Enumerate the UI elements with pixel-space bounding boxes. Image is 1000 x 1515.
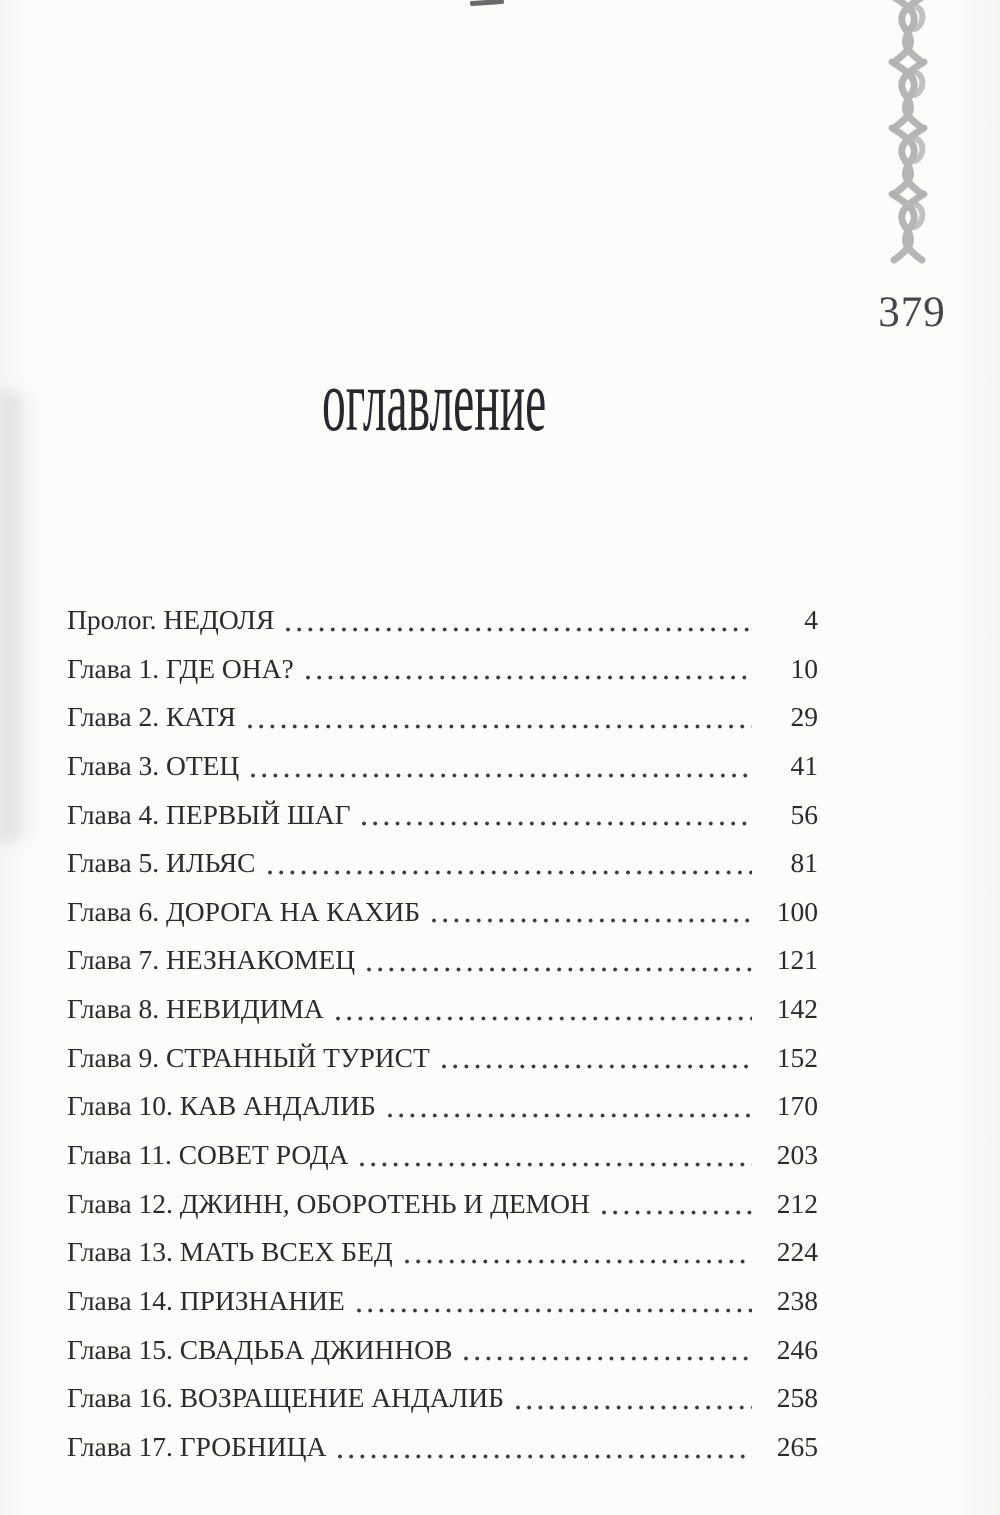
toc-entry-label: Глава 8. НЕВИДИМА bbox=[67, 993, 324, 1025]
toc-entry bbox=[67, 896, 818, 945]
toc-leader-dots bbox=[337, 1453, 752, 1460]
toc-entry-page: 238 bbox=[776, 1284, 818, 1316]
toc-leader-dots bbox=[463, 1355, 752, 1362]
toc-entry-page: 224 bbox=[776, 1236, 818, 1268]
toc-entry bbox=[67, 1042, 818, 1091]
toc-leader-dots bbox=[356, 1307, 752, 1314]
toc-leader-dots bbox=[515, 1404, 752, 1411]
toc-entry-label: Глава 17. ГРОБНИЦА bbox=[67, 1430, 327, 1462]
toc-entry-page: 265 bbox=[776, 1430, 818, 1462]
right-edge-tint bbox=[956, 0, 1000, 1515]
toc-leader-dots bbox=[601, 1209, 752, 1216]
toc-entry-page: 56 bbox=[790, 798, 818, 830]
page-number: 379 bbox=[878, 289, 946, 336]
toc-entry bbox=[67, 847, 818, 896]
toc-leader-dots bbox=[387, 1112, 752, 1119]
toc-entry-label: Глава 1. ГДЕ ОНА? bbox=[67, 652, 294, 684]
toc-title: оглавление bbox=[322, 353, 547, 450]
toc-leader-dots bbox=[305, 674, 752, 681]
toc-entry bbox=[67, 1334, 818, 1383]
toc-entry bbox=[67, 653, 818, 702]
toc-leader-dots bbox=[335, 1015, 752, 1022]
toc-entry-label: Пролог. НЕДОЛЯ bbox=[67, 604, 275, 635]
toc-entry bbox=[67, 1285, 818, 1334]
toc-leader-dots bbox=[285, 626, 752, 633]
toc-leader-dots bbox=[431, 917, 752, 924]
toc-entry-page: 246 bbox=[776, 1333, 818, 1365]
toc-entry bbox=[67, 1382, 818, 1431]
scan-smudge bbox=[470, 0, 504, 6]
toc-entry-label: Глава 15. СВАДЬБА ДЖИННОВ bbox=[67, 1333, 453, 1365]
toc-entry-page: 258 bbox=[776, 1382, 818, 1414]
toc-entry bbox=[67, 1188, 818, 1237]
toc-entry-page: 81 bbox=[790, 847, 818, 879]
toc-entry bbox=[67, 750, 818, 799]
toc-entry-page: 29 bbox=[790, 701, 818, 733]
gutter-shadow bbox=[0, 392, 38, 842]
toc-entry-label: Глава 14. ПРИЗНАНИЕ bbox=[67, 1284, 345, 1316]
toc-list bbox=[67, 604, 818, 1480]
toc-entry-label: Глава 10. КАВ АНДАЛИБ bbox=[67, 1090, 376, 1122]
toc-entry bbox=[67, 993, 818, 1042]
toc-entry-label: Глава 9. СТРАННЫЙ ТУРИСТ bbox=[67, 1041, 430, 1073]
toc-entry bbox=[67, 1090, 818, 1139]
toc-entry-label: Глава 16. ВОЗРАЩЕНИЕ АНДАЛИБ bbox=[67, 1382, 504, 1414]
toc-entry-label: Глава 12. ДЖИНН, ОБОРОТЕНЬ И ДЕМОН bbox=[67, 1187, 590, 1219]
toc-entry-label: Глава 2. КАТЯ bbox=[67, 701, 236, 733]
toc-entry-page: 203 bbox=[776, 1139, 818, 1171]
toc-leader-dots bbox=[366, 966, 752, 973]
toc-entry-label: Глава 7. НЕЗНАКОМЕЦ bbox=[67, 944, 356, 976]
toc-entry-page: 4 bbox=[804, 604, 818, 635]
toc-entry-page: 41 bbox=[790, 749, 818, 781]
left-edge-tint bbox=[0, 0, 26, 1515]
toc-entry-page: 142 bbox=[776, 993, 818, 1025]
toc-entry-page: 212 bbox=[776, 1187, 818, 1219]
toc-entry-page: 121 bbox=[776, 944, 818, 976]
toc-entry bbox=[67, 1236, 818, 1285]
toc-entry bbox=[67, 1431, 818, 1480]
toc-entry-label: Глава 5. ИЛЬЯС bbox=[67, 847, 256, 879]
toc-entry-label: Глава 11. СОВЕТ РОДА bbox=[67, 1139, 349, 1171]
toc-entry-label: Глава 3. ОТЕЦ bbox=[67, 749, 240, 781]
toc-leader-dots bbox=[247, 723, 752, 730]
toc-entry-page: 10 bbox=[790, 652, 818, 684]
toc-entry bbox=[67, 944, 818, 993]
toc-leader-dots bbox=[361, 820, 752, 827]
toc-entry-page: 170 bbox=[776, 1090, 818, 1122]
toc-entry-page: 152 bbox=[776, 1041, 818, 1073]
toc-entry-label: Глава 13. МАТЬ ВСЕХ БЕД bbox=[67, 1236, 393, 1268]
toc-entry-label: Глава 4. ПЕРВЫЙ ШАГ bbox=[67, 798, 351, 830]
toc-entry-page: 100 bbox=[776, 895, 818, 927]
toc-entry bbox=[67, 799, 818, 848]
toc-leader-dots bbox=[359, 1161, 752, 1168]
toc-leader-dots bbox=[404, 1258, 752, 1265]
toc-leader-dots bbox=[267, 869, 753, 876]
toc-entry-label: Глава 6. ДОРОГА НА КАХИБ bbox=[67, 895, 421, 927]
toc-entry bbox=[67, 604, 818, 653]
toc-leader-dots bbox=[250, 772, 752, 779]
braid-knot-ornament-icon bbox=[872, 0, 944, 285]
toc-entry bbox=[67, 701, 818, 750]
toc-entry bbox=[67, 1139, 818, 1188]
toc-leader-dots bbox=[441, 1063, 752, 1070]
